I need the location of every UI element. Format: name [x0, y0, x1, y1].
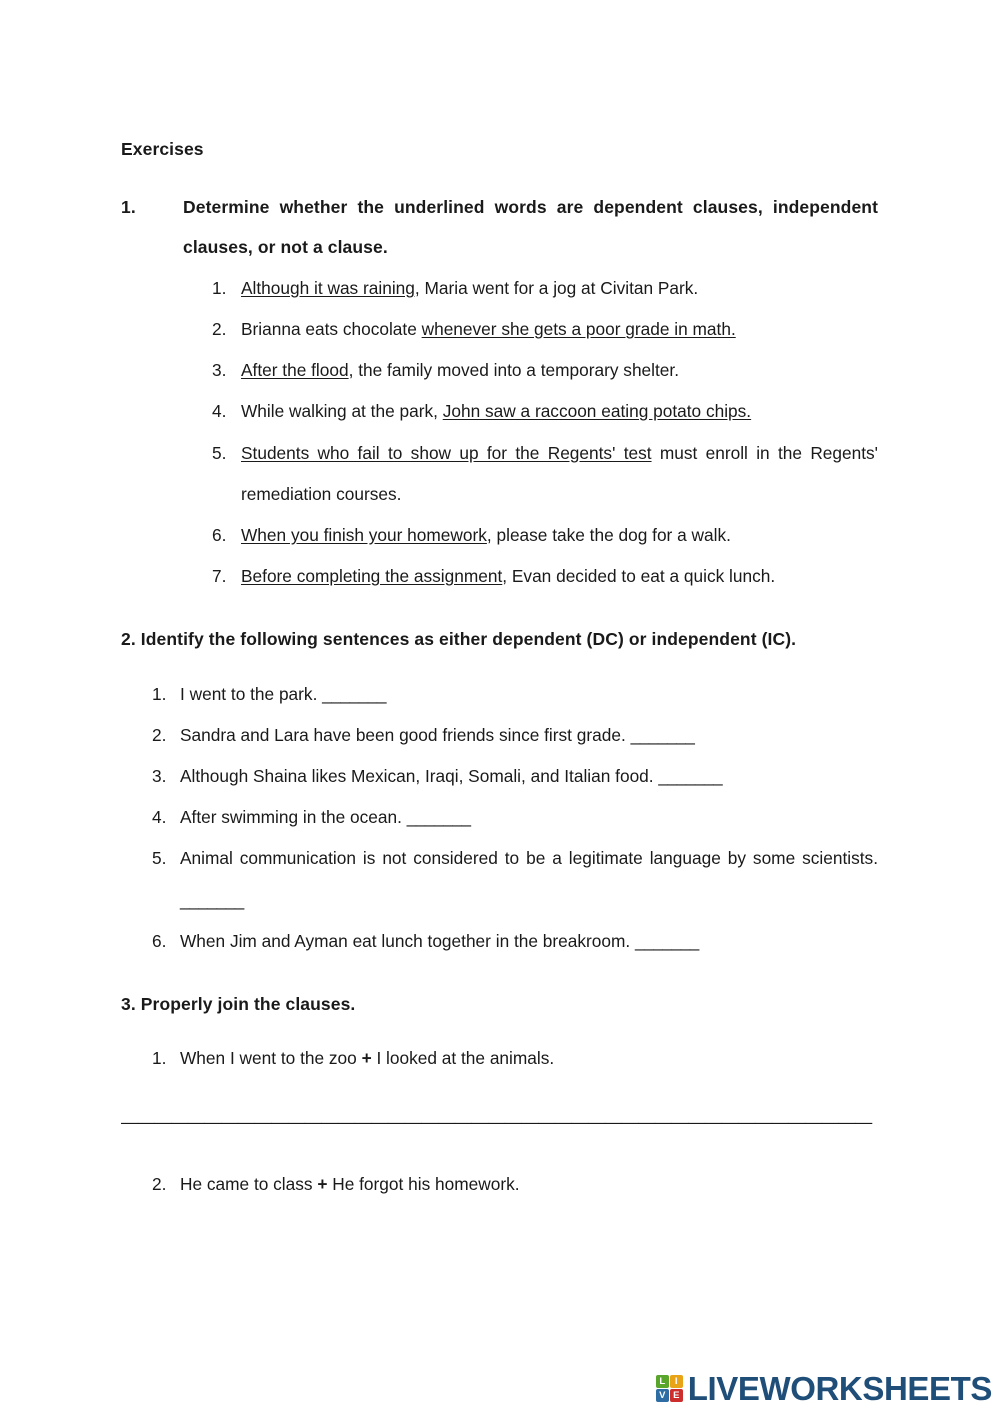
list-item [152, 1164, 878, 1205]
list-item-rest: , please take the dog for a walk. [486, 524, 731, 545]
list-item-marker: 3. [152, 766, 167, 787]
list-item-body [241, 391, 878, 432]
underlined-clause: Although it was raining [241, 277, 415, 298]
list-item-marker: 2. [152, 1173, 167, 1194]
underlined-clause: John saw a raccoon eating potato chips. [442, 401, 752, 422]
list-item-text: After swimming in the ocean. [180, 807, 407, 828]
list-item [152, 756, 878, 797]
section-2-list [152, 674, 878, 962]
liveworksheets-wordmark: LIVEWORKSHEETS [687, 1370, 992, 1407]
list-item-lead: While walking at the park, [241, 401, 443, 422]
list-item [212, 433, 878, 515]
list-item [212, 350, 878, 391]
list-item-marker: 6. [212, 524, 227, 545]
list-item-marker: 2. [212, 319, 227, 340]
list-item [152, 674, 878, 715]
list-item-body [180, 756, 878, 797]
underlined-clause: Before completing the assignment [241, 566, 503, 587]
list-item [212, 515, 878, 556]
section-1-heading [121, 187, 878, 268]
spacer [121, 1024, 878, 1038]
section-3-list-part-2 [152, 1164, 878, 1205]
underlined-clause: After the flood [241, 360, 349, 381]
spacer [121, 660, 878, 674]
list-item-body [241, 515, 878, 556]
logo-tile-v: V [656, 1389, 669, 1402]
section-2-number: 2. [121, 629, 136, 650]
list-item [152, 921, 878, 962]
list-item-body [180, 715, 878, 756]
list-item-body [180, 838, 878, 920]
list-item-marker: 4. [152, 807, 167, 828]
list-item-body [241, 268, 878, 309]
list-item [152, 797, 878, 838]
list-item [152, 715, 878, 756]
list-item-body [180, 1164, 878, 1205]
list-item [152, 838, 878, 920]
list-item-marker: 7. [212, 566, 227, 587]
answer-blank[interactable]: _______ [658, 766, 723, 787]
list-item-marker: 3. [212, 360, 227, 381]
list-item-text: Sandra and Lara have been good friends since first grade. [180, 724, 631, 745]
section-2-heading-text: Identify the following sentences as either dependent (DC) or independent (IC). [140, 629, 797, 650]
list-item-marker: 1. [152, 1048, 167, 1069]
logo-tile-i: I [670, 1375, 683, 1388]
underlined-clause: When you finish your homework [241, 524, 487, 545]
spacer [121, 597, 878, 619]
plus-operator: + [317, 1173, 328, 1194]
list-item-text: When Jim and Ayman eat lunch together in the breakroom. [180, 930, 636, 951]
list-item-marker: 1. [212, 277, 227, 298]
list-item-rest: must enroll in the Regents' remediation courses. [241, 442, 878, 504]
section-3-list-part-1 [152, 1038, 878, 1079]
spacer [121, 1134, 878, 1164]
list-item-body [180, 1038, 878, 1079]
answer-blank[interactable]: _______ [630, 724, 695, 745]
answer-blank[interactable]: _______ [322, 683, 386, 704]
list-item-body [180, 674, 878, 715]
answer-blank[interactable]: _______ [180, 889, 244, 910]
list-item-body [241, 433, 878, 515]
section-1-heading-text: Determine whether the underlined words are dependent clauses, independent clauses, or not a clause. [183, 196, 878, 258]
list-item [152, 1038, 878, 1079]
worksheet-content [121, 138, 878, 1205]
section-1-number: 1. [121, 196, 136, 217]
spacer [121, 1080, 878, 1110]
liveworksheets-mark-icon [656, 1375, 683, 1402]
list-item [212, 268, 878, 309]
list-item-rest: , Evan decided to eat a quick lunch. [502, 566, 776, 587]
list-item-marker: 5. [212, 442, 227, 463]
list-item-lead: Brianna eats chocolate [241, 319, 422, 340]
list-item-marker: 5. [152, 848, 167, 869]
answer-blank[interactable]: _______ [406, 807, 471, 828]
clause-lead: When I went to the zoo [180, 1048, 362, 1069]
liveworksheets-logo[interactable] [656, 1372, 992, 1405]
list-item-text: Although Shaina likes Mexican, Iraqi, Somali, and Italian food. [180, 766, 659, 787]
list-item [212, 309, 878, 350]
list-item-text: Animal communication is not considered to be a legitimate language by some scientists. [180, 848, 878, 869]
list-item-marker: 2. [152, 724, 167, 745]
list-item-rest: , the family moved into a temporary shelter. [348, 360, 680, 381]
list-item [212, 391, 878, 432]
underlined-clause: whenever she gets a poor grade in math. [421, 319, 736, 340]
clause-lead: He came to class [180, 1173, 318, 1194]
spacer [121, 962, 878, 984]
list-item-body [241, 556, 878, 597]
list-item-body [241, 309, 878, 350]
list-item-body [241, 350, 878, 391]
clause-tail: I looked at the animals. [371, 1048, 555, 1069]
answer-rule-line[interactable]: ————————————————————————————————————————————— [121, 1111, 872, 1132]
section-3-heading: 3. Properly join the clauses. [121, 993, 356, 1014]
list-item-marker: 6. [152, 930, 167, 951]
logo-tile-l: L [656, 1375, 669, 1388]
section-1-list [212, 268, 878, 597]
answer-blank[interactable]: _______ [635, 930, 699, 951]
clause-tail: He forgot his homework. [327, 1173, 520, 1194]
plus-operator: + [361, 1048, 372, 1069]
list-item-text: I went to the park. [180, 683, 323, 704]
list-item [212, 556, 878, 597]
list-item-rest: , Maria went for a jog at Civitan Park. [414, 277, 699, 298]
list-item-marker: 1. [152, 683, 167, 704]
section-2-heading [121, 619, 878, 660]
list-item-marker: 4. [212, 401, 227, 422]
list-item-body [180, 797, 878, 838]
page-title: Exercises [121, 139, 204, 159]
logo-tile-e: E [670, 1389, 683, 1402]
underlined-clause: Students who fail to show up for the Regents' test [241, 442, 652, 463]
list-item-body [180, 921, 878, 962]
